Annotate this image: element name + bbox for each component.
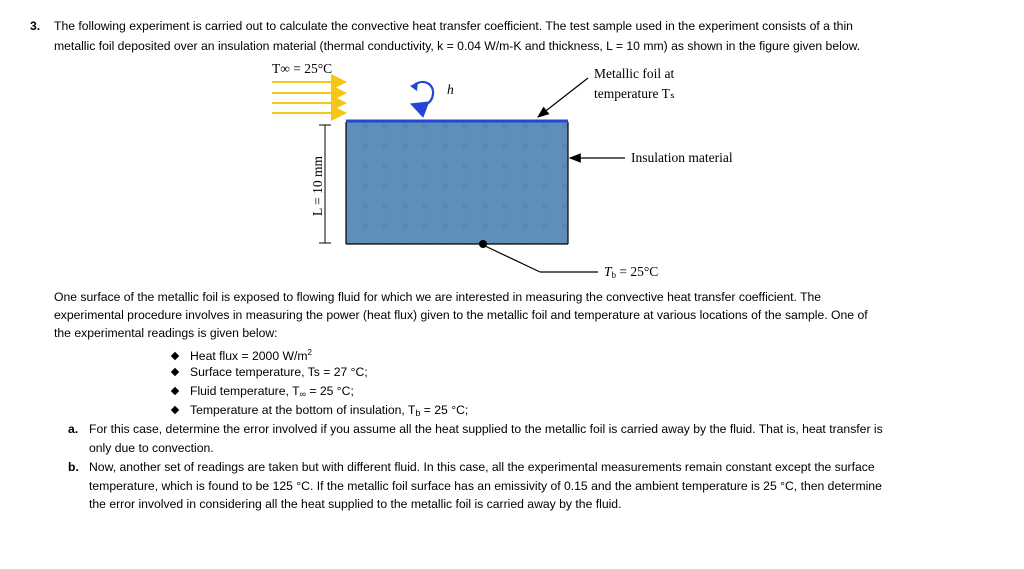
flow-arrows xyxy=(272,82,345,113)
part-b-line-2: temperature, which is found to be 125 °C. If the metallic foil surface has an emissivity of 0.15 and the ambient temperature is 25 °C, then determine xyxy=(89,479,882,493)
bullet-surface-temp xyxy=(172,363,368,381)
bullet-rest: = 25 °C; xyxy=(420,403,469,417)
insulation-label: Insulation material xyxy=(631,150,733,165)
bullet-fluid-temp xyxy=(172,382,354,403)
bullet-heat-flux xyxy=(172,344,312,365)
part-b-label: b. xyxy=(68,460,79,474)
diamond-bullet-icon xyxy=(171,406,179,414)
bullet-text: Surface temperature, Ts = 27 °C; xyxy=(190,365,368,379)
bullet-text: Heat flux = 2000 W/m xyxy=(190,349,308,363)
part-a-line-1: For this case, determine the error involved if you assume all the heat supplied to the metallic foil is carried away by the fluid. That is, heat transfer is xyxy=(89,422,883,436)
part-b-line-1: Now, another set of readings are taken but with different fluid. In this case, all the experimental measurements remain constant except the surface xyxy=(89,460,875,474)
foil-label-line-1: Metallic foil at xyxy=(594,66,675,81)
intro-line-2: metallic foil deposited over an insulation material (thermal conductivity, k = 0.04 W/m-K and thickness, L = 10 mm) as shown in the figure given below. xyxy=(54,39,861,53)
bullet-sup: 2 xyxy=(307,348,312,357)
diamond-bullet-icon xyxy=(171,352,179,360)
bullet-sub: ∞ xyxy=(299,389,306,399)
thickness-label: L = 10 mm xyxy=(310,156,325,216)
bullet-sub: b xyxy=(415,408,421,418)
tb-label xyxy=(604,264,658,280)
bullet-text: Fluid temperature, T xyxy=(190,384,300,398)
part-b-line-3: the error involved in considering all the heat supplied to the metallic foil is carried away by the fluid. xyxy=(89,497,622,511)
tb-label-t: T xyxy=(604,264,612,279)
para-line-2: experimental procedure involves in measuring the power (heat flux) given to the metallic foil and temperature at various locations of the sample. One of xyxy=(54,308,868,322)
intro-line-1: The following experiment is carried out to calculate the convective heat transfer coefficient. The test sample used in the experiment consists of a thin xyxy=(54,19,853,33)
problem-number: 3. xyxy=(30,19,41,33)
t-inf-label: T∞ = 25°C xyxy=(272,61,333,76)
part-a-label: a. xyxy=(68,422,79,436)
foil-label-line-2: temperature Tₛ xyxy=(594,86,675,101)
bullet-bottom-temp xyxy=(172,401,468,422)
para-line-3: the experimental readings is given below: xyxy=(54,326,278,340)
tb-label-rest: = 25°C xyxy=(616,264,659,279)
para-line-1: One surface of the metallic foil is exposed to flowing fluid for which we are interested in measuring the convective heat transfer coefficient. The xyxy=(54,290,822,304)
diamond-bullet-icon xyxy=(171,368,179,376)
tb-label-sub: b xyxy=(611,270,617,280)
part-a-line-2: only due to convection. xyxy=(89,441,214,455)
h-label: h xyxy=(447,82,454,97)
diamond-bullet-icon xyxy=(171,387,179,395)
bullet-text: Temperature at the bottom of insulation, T xyxy=(190,403,416,417)
bullet-rest: = 25 °C; xyxy=(305,384,354,398)
